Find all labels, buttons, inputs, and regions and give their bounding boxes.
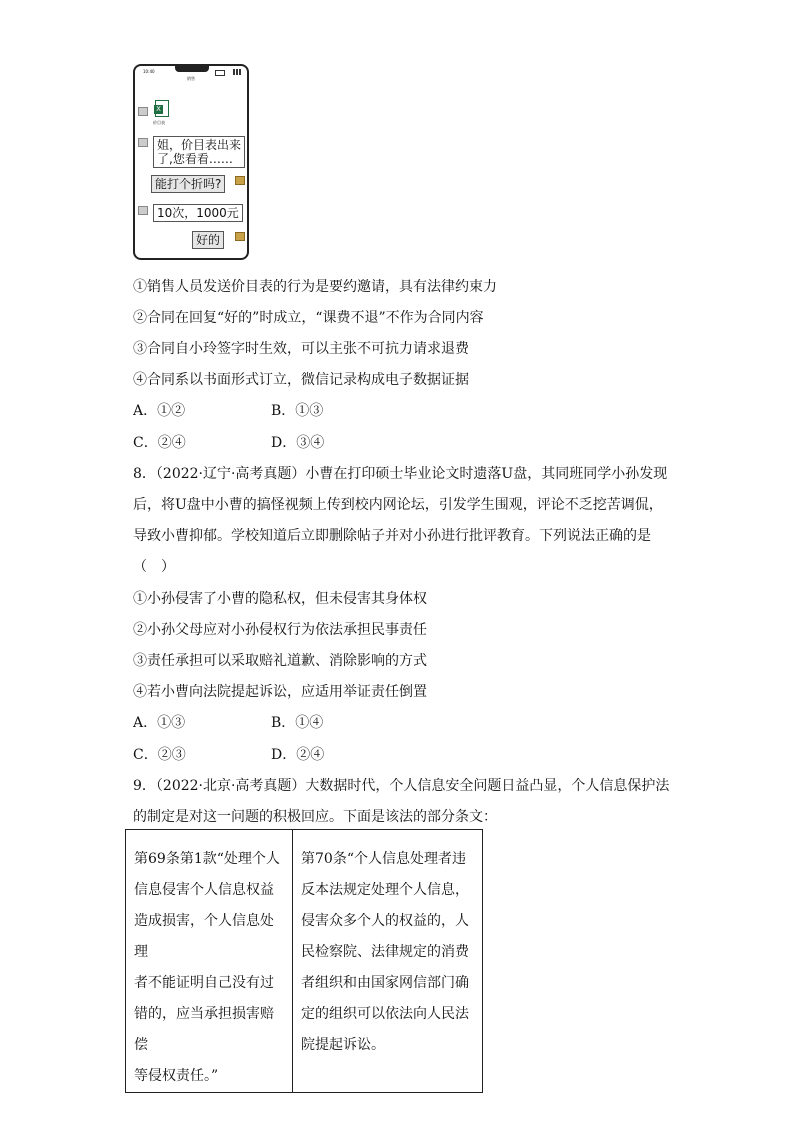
article-line: 反本法规定处理个人信息，: [301, 882, 469, 898]
chat-message-1: [153, 136, 245, 168]
article-line: 定的组织可以依法向人民法: [301, 1006, 469, 1022]
chat-message-4: 好的: [192, 231, 224, 249]
q8-option-b[interactable]: B．①④: [271, 715, 324, 731]
article-69-cell: [126, 830, 293, 1093]
q8-text-line-3: 导致小曹抑郁。学校知道后立即删除帖子并对小孙进行批评教育。下列说法正确的是: [133, 528, 651, 544]
q7-option-b[interactable]: B．①③: [271, 403, 324, 419]
phone-notch: [175, 65, 209, 72]
q8-answer-blank: （ ）: [133, 559, 175, 575]
q7-statement-1: ①销售人员发送价目表的行为是要约邀请，具有法律约束力: [133, 279, 497, 295]
q8-statement-1: ①小孙侵害了小曹的隐私权，但未侵害其身体权: [133, 591, 427, 607]
excel-x-icon: X: [154, 105, 163, 114]
chat-screenshot: [133, 64, 249, 260]
q7-option-d[interactable]: D．③④: [271, 435, 325, 451]
chat-message-2: 能打个折吗?: [151, 175, 225, 193]
q8-option-a[interactable]: A．①③: [133, 715, 186, 731]
article-line: 信息侵害个人信息权益: [134, 882, 274, 898]
article-line: 院提起诉讼。: [301, 1037, 385, 1053]
excel-file-icon: [155, 100, 169, 117]
seller-avatar-icon: [138, 107, 148, 116]
article-line: 错的，应当承担损害赔偿: [134, 1006, 274, 1053]
chat-message-3: 10次，1000元: [153, 204, 243, 222]
article-line: 民检察院、法律规定的消费: [301, 944, 469, 960]
q8-text-line-1: 8．（2022·辽宁·高考真题）小曹在打印硕士毕业论文时遗落U盘，其同班同学小孙发现: [133, 466, 668, 482]
q8-option-d[interactable]: D．②④: [271, 747, 325, 763]
q8-text-line-2: 后，将U盘中小曹的搞怪视频上传到校内网论坛，引发学生围观，评论不乏挖苦调侃，: [133, 497, 663, 513]
q7-option-c[interactable]: C．②④: [133, 435, 186, 451]
q7-statement-4: ④合同系以书面形式订立，微信记录构成电子数据证据: [133, 372, 469, 388]
q8-statement-4: ④若小曹向法院提起诉讼，应适用举证责任倒置: [133, 684, 427, 700]
q8-statement-2: ②小孙父母应对小孙侵权行为依法承担民事责任: [133, 622, 427, 638]
table-row: [126, 830, 483, 1093]
q8-option-c[interactable]: C．②③: [133, 747, 186, 763]
signal-icon: [233, 69, 241, 75]
article-line: 第70条“个人信息处理者违: [301, 851, 466, 867]
q7-statement-2: ②合同在回复“好的”时成立，“课费不退”不作为合同内容: [133, 310, 484, 326]
q7-option-a[interactable]: A．①②: [133, 403, 186, 419]
q8-statement-3: ③责任承担可以采取赔礼道歉、消除影响的方式: [133, 653, 427, 669]
article-line: 造成损害，个人信息处理: [134, 913, 274, 960]
customer-avatar-icon: [235, 232, 245, 241]
q9-text-line-1: 9．（2022·北京·高考真题）大数据时代，个人信息安全问题日益凸显，个人信息保护法: [133, 778, 670, 794]
message-line: 姐，价目表出来: [157, 138, 242, 152]
article-70-cell: [293, 830, 483, 1093]
chat-contact-name: 销售: [187, 76, 195, 81]
q9-text-line-2: 的制定是对这一问题的积极回应。下面是该法的部分条文：: [133, 809, 497, 825]
seller-avatar-icon: [138, 206, 148, 215]
seller-avatar-icon: [138, 138, 148, 147]
article-line: 侵害众多个人的权益的，人: [301, 913, 469, 929]
article-line: 第69条第1款“处理个人: [134, 851, 280, 867]
status-time: 10:40: [143, 69, 155, 74]
article-line: 者不能证明自己没有过: [134, 975, 274, 991]
law-articles-table: [125, 829, 483, 1093]
message-line: 了,您看看……: [157, 152, 233, 166]
article-line: 者组织和由国家网信部门确: [301, 975, 469, 991]
file-caption: 价目表: [153, 120, 165, 125]
customer-avatar-icon: [235, 176, 245, 185]
q7-statement-3: ③合同自小玲签字时生效，可以主张不可抗力请求退费: [133, 341, 469, 357]
article-line: 等侵权责任。”: [134, 1068, 219, 1084]
